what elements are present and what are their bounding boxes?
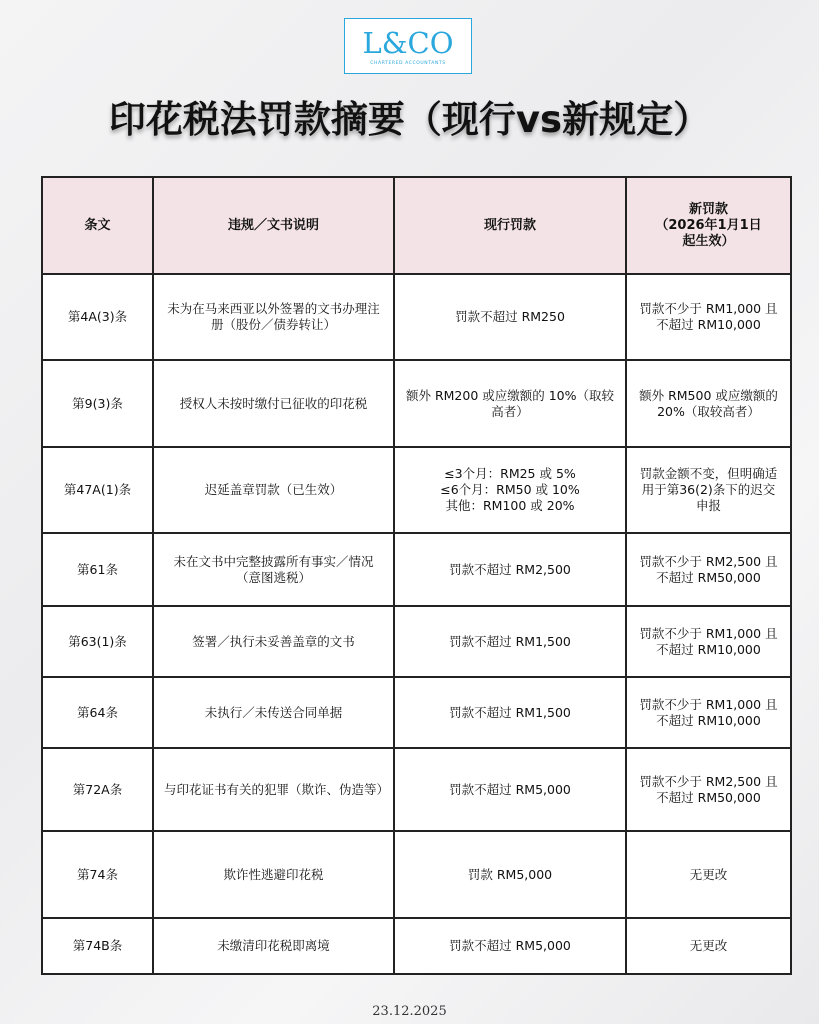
cell-description: 未为在马来西亚以外签署的文书办理注册（股份／债券转让） — [153, 274, 394, 360]
cell-description: 未执行／未传送合同单据 — [153, 677, 394, 748]
table-row — [42, 606, 791, 677]
header-new-penalty-line2: （2026年1月1日 — [655, 217, 762, 233]
cell-new-penalty: 罚款不少于 RM2,500 且不超过 RM50,000 — [626, 748, 791, 831]
cell-section: 第64条 — [42, 677, 153, 748]
cell-description: 与印花证书有关的犯罪（欺诈、伪造等） — [153, 748, 394, 831]
cell-description: 未缴清印花税即离境 — [153, 918, 394, 974]
page-title: 印花税法罚款摘要（现行vs新规定） — [108, 98, 711, 141]
cell-description: 欺诈性逃避印花税 — [153, 831, 394, 918]
cell-new-penalty: 罚款不少于 RM1,000 且不超过 RM10,000 — [626, 606, 791, 677]
current-penalty-line1: ≤3个月：RM25 或 5% — [444, 466, 576, 481]
header-new-penalty-line3: 起生效） — [682, 233, 735, 249]
cell-section: 第74B条 — [42, 918, 153, 974]
table-row — [42, 274, 791, 360]
current-penalty-line3: 其他：RM100 或 20% — [445, 498, 575, 513]
cell-section: 第72A条 — [42, 748, 153, 831]
cell-new-penalty: 罚款不少于 RM1,000 且不超过 RM10,000 — [626, 274, 791, 360]
cell-description: 授权人未按时缴付已征收的印花税 — [153, 360, 394, 447]
header-section: 条文 — [42, 177, 153, 274]
table-row — [42, 918, 791, 974]
cell-current-penalty: 罚款不超过 RM2,500 — [394, 533, 626, 606]
cell-section: 第63(1)条 — [42, 606, 153, 677]
cell-current-penalty: 罚款不超过 RM250 — [394, 274, 626, 360]
cell-new-penalty: 额外 RM500 或应缴额的 20%（取较高者） — [626, 360, 791, 447]
table-row — [42, 533, 791, 606]
penalty-table — [41, 176, 792, 975]
table-row — [42, 360, 791, 447]
logo-text: L&CO — [362, 26, 454, 60]
header-new-penalty-line1: 新罚款 — [688, 201, 728, 217]
header-description: 违规／文书说明 — [153, 177, 394, 274]
cell-current-penalty: 额外 RM200 或应缴额的 10%（取较高者） — [394, 360, 626, 447]
current-penalty-line2: ≤6个月：RM50 或 10% — [440, 482, 580, 497]
cell-section: 第74条 — [42, 831, 153, 918]
cell-section: 第4A(3)条 — [42, 274, 153, 360]
cell-current-penalty: 罚款不超过 RM5,000 — [394, 918, 626, 974]
cell-new-penalty: 罚款不少于 RM1,000 且不超过 RM10,000 — [626, 677, 791, 748]
cell-new-penalty: 无更改 — [626, 831, 791, 918]
cell-current-penalty: 罚款 RM5,000 — [394, 831, 626, 918]
cell-description: 迟延盖章罚款（已生效） — [153, 447, 394, 533]
cell-new-penalty: 无更改 — [626, 918, 791, 974]
cell-section: 第9(3)条 — [42, 360, 153, 447]
cell-new-penalty: 罚款金额不变，但明确适用于第36(2)条下的迟交申报 — [626, 447, 791, 533]
cell-current-penalty: 罚款不超过 RM1,500 — [394, 677, 626, 748]
cell-current-penalty — [394, 447, 626, 533]
company-logo — [344, 18, 472, 74]
table-row — [42, 677, 791, 748]
cell-new-penalty: 罚款不少于 RM2,500 且不超过 RM50,000 — [626, 533, 791, 606]
table-header-row — [42, 177, 791, 274]
cell-section: 第61条 — [42, 533, 153, 606]
cell-section: 第47A(1)条 — [42, 447, 153, 533]
header-new-penalty — [626, 177, 791, 274]
table-row — [42, 831, 791, 918]
cell-description: 未在文书中完整披露所有事实／情况（意图逃税） — [153, 533, 394, 606]
cell-current-penalty: 罚款不超过 RM1,500 — [394, 606, 626, 677]
cell-description: 签署／执行未妥善盖章的文书 — [153, 606, 394, 677]
table-row — [42, 447, 791, 533]
cell-current-penalty: 罚款不超过 RM5,000 — [394, 748, 626, 831]
table-row — [42, 748, 791, 831]
publish-date: 23.12.2025 — [372, 1004, 447, 1019]
header-current-penalty: 现行罚款 — [394, 177, 626, 274]
logo-subtitle: CHARTERED ACCOUNTANTS — [370, 61, 446, 66]
